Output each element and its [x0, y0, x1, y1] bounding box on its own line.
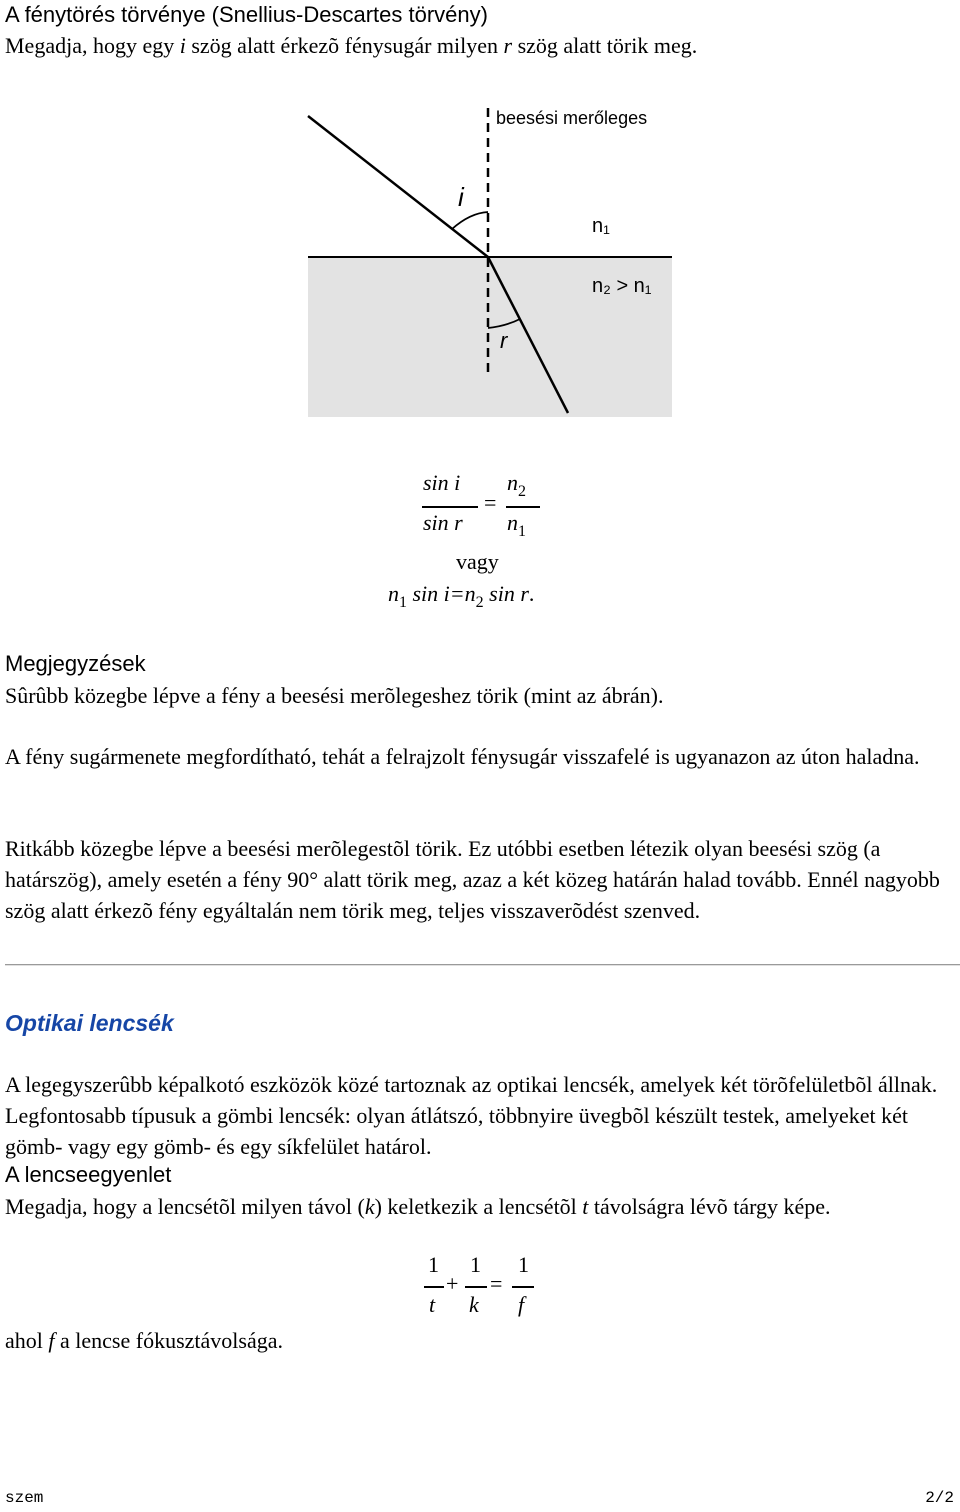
- lens-eq-bar-3: [512, 1286, 534, 1288]
- lens-eq-plus: +: [446, 1271, 459, 1296]
- formula-numerator-left: sin i: [423, 470, 461, 495]
- refraction-diagram: [300, 100, 680, 420]
- formula-product-form: $n_1$ $\sin i=n_2$ sin r.: [388, 581, 535, 611]
- lens-eq-numerator-3: 1: [518, 1252, 529, 1277]
- lens-eq-bar-1: [424, 1286, 444, 1288]
- section-title-optical-lenses: Optikai lencsék: [5, 1010, 174, 1036]
- lens-eq-denominator-k: k: [469, 1292, 479, 1317]
- formula-or: vagy: [456, 549, 499, 574]
- lens-eq-numerator-1: 1: [428, 1252, 439, 1277]
- page-number: 2/2: [925, 1489, 954, 1507]
- lenses-paragraph: A legegyszerûbb képalkotó eszközök közé tartoznak az optikai lencsék, amelyek két törõfelületbõl állnak. Legfontosabb típusuk a gömbi lencsék: olyan átlátszó, többnyire üvegbõl készült testek, amelyeket két gömb- vagy egy gömb- és egy síkfelület határol.: [5, 1072, 938, 1159]
- section-title-refraction-law: A fénytörés törvénye (Snellius-Descartes törvény): [5, 2, 488, 27]
- angle-i-arc: [452, 212, 488, 229]
- note-paragraph-1: Sûrûbb közegbe lépve a fény a beesési merõlegeshez törik (mint az ábrán).: [5, 683, 664, 708]
- notes-title: Megjegyzések: [5, 651, 146, 676]
- focal-length-note: ahol f a lencse fókusztávolsága.: [5, 1328, 283, 1353]
- formula-denominator-left: sin r: [423, 510, 463, 535]
- n1-label: n₁: [592, 215, 610, 237]
- refraction-law-description: Megadja, hogy egy i szög alatt érkezõ fénysugár milyen r szög alatt törik meg.: [5, 33, 698, 58]
- refraction-svg: [300, 100, 680, 420]
- lens-eq-bar-2: [465, 1286, 487, 1288]
- footer-left: szem: [5, 1489, 44, 1507]
- lens-eq-numerator-2: 1: [470, 1252, 481, 1277]
- section-divider: [5, 964, 960, 966]
- formula-numerator-right: $n_2$: [507, 470, 526, 500]
- lens-equation-title: A lencseegyenlet: [5, 1162, 172, 1187]
- angle-i-label: i: [458, 182, 464, 212]
- relation-label: n₂ > n₁: [592, 275, 652, 297]
- lens-eq-equals: =: [490, 1271, 503, 1296]
- fraction-bar-left: [422, 506, 478, 508]
- lens-eq-denominator-f: f: [518, 1292, 525, 1317]
- note-paragraph-3: Ritkább közegbe lépve a beesési merõlegestõl törik. Ez utóbbi esetben létezik olyan beesési szög (a határszög), amely esetén a fény 90° alatt törik meg, azaz a két közeg határán halad tovább. Ennél nagyobb szög alatt érkezõ fény egyáltalán nem törik meg, teljes visszaverõdést szenved.: [5, 836, 940, 923]
- formula-equals: =: [484, 490, 497, 515]
- angle-r-label: r: [500, 328, 508, 353]
- lens-equation-description: Megadja, hogy a lencsétõl milyen távol (k) keletkezik a lencsétõl t távolságra lévõ tárgy képe.: [5, 1194, 831, 1219]
- note-paragraph-2: A fény sugármenete megfordítható, tehát a felrajzolt fénysugár visszafelé is ugyanazon az úton haladna.: [5, 744, 920, 769]
- fraction-bar-right: [506, 506, 540, 508]
- lens-eq-denominator-t: t: [429, 1292, 436, 1317]
- normal-label: beesési merőleges: [496, 108, 648, 128]
- formula-denominator-right: $n_1$: [507, 510, 526, 540]
